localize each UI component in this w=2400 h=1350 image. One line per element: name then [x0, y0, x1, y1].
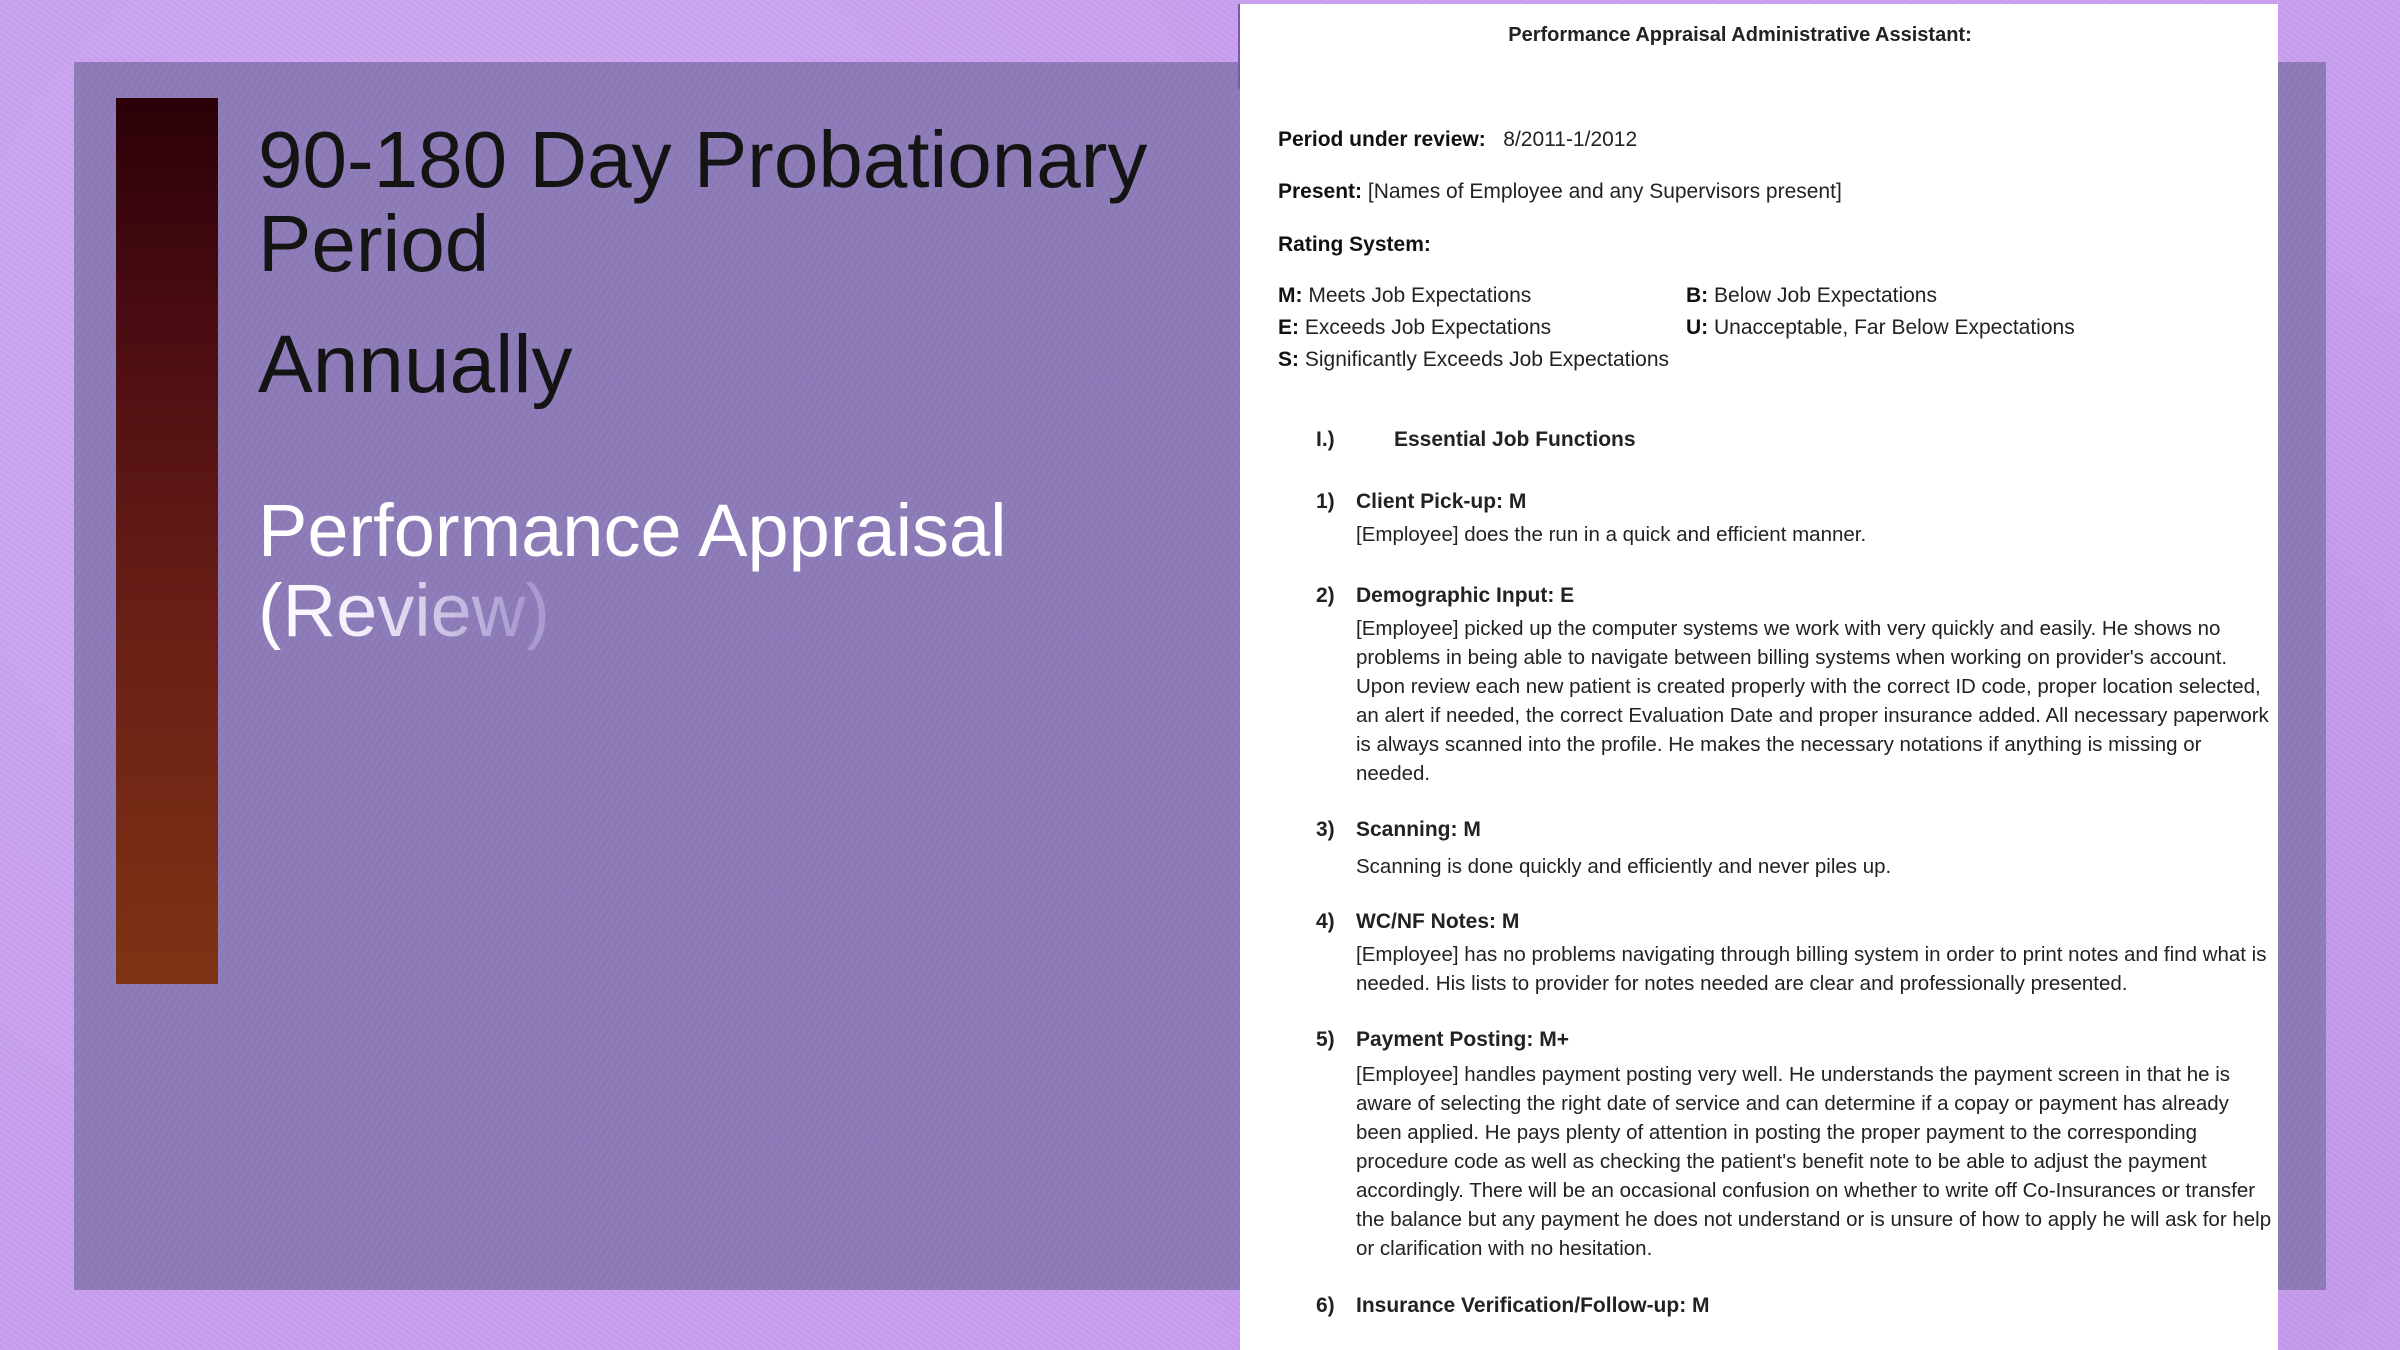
item-body: [Employee] does the run in a quick and efficient manner.	[1356, 523, 1867, 546]
slide-heading-line2: (Review)	[258, 569, 550, 652]
slide-heading-line1: Performance Appraisal	[258, 489, 1007, 572]
item-title: Insurance Verification/Follow-up: M	[1356, 1294, 1710, 1317]
period-row	[1278, 128, 1637, 152]
rating-e: E: Exceeds Job Expectations	[1278, 316, 1552, 339]
item-number: 6)	[1316, 1294, 1335, 1317]
item-title: Payment Posting: M+	[1356, 1028, 1569, 1051]
rating-m: M: Meets Job Expectations	[1278, 284, 1532, 307]
item-title: Demographic Input: E	[1356, 584, 1575, 607]
slide-title: 90-180 Day Probationary Period	[258, 115, 1148, 288]
rating-system-label: Rating System:	[1278, 233, 1431, 256]
period-label: Period under review:	[1278, 128, 1486, 151]
item-number: 1)	[1316, 490, 1335, 513]
slide-subtitle: Annually	[258, 319, 573, 410]
item-number: 5)	[1316, 1028, 1335, 1051]
period-value: 8/2011-1/2012	[1503, 128, 1638, 151]
item-body: Scanning is done quickly and efficiently and never piles up.	[1356, 855, 1892, 878]
rating-b: B: Below Job Expectations	[1686, 284, 1937, 307]
appraisal-document	[1240, 4, 2278, 1350]
accent-bar	[116, 98, 218, 984]
item-number: 4)	[1316, 910, 1335, 933]
section-title: Essential Job Functions	[1394, 428, 1636, 451]
item-number: 2)	[1316, 584, 1335, 607]
item-body: [Employee] picked up the computer systems we work with very quickly and easily. He shows no problems in being able to navigate between billing systems when working on provider's account. Upon review each new patient is created properly with the correct ID code, proper location selected, an alert if needed, the correct Evaluation Date and proper insurance added. All necessary paperwork is always scanned into the profile. He makes the necessary notations if anything is missing or needed.	[1356, 617, 2269, 785]
item-body: [Employee] has no problems navigating through billing system in order to print notes and find what is needed. His lists to provider for notes needed are clear and professionally presented.	[1356, 943, 2267, 995]
present-row	[1278, 180, 1842, 204]
item-body: [Employee] handles payment posting very well. He understands the payment screen in that he is aware of selecting the right date of service and can determine if a copay or payment has already been applied. He pays plenty of attention in posting the proper payment to the corresponding procedure code as well as checking the patient's benefit note to be able to adjust the payment accordingly. There will be an occasional confusion on whether to write off Co-Insurances or transfer the balance but any payment he does not understand or is unsure of how to apply he will ask for help or clarification with no hesitation.	[1356, 1063, 2272, 1260]
rating-s: S: Significantly Exceeds Job Expectations	[1278, 348, 1670, 371]
item-title: WC/NF Notes: M	[1356, 910, 1520, 933]
document-title: Performance Appraisal Administrative Assistant:	[1508, 24, 1972, 46]
item-number: 3)	[1316, 818, 1335, 841]
present-label: Present:	[1278, 180, 1363, 203]
section-number: I.)	[1316, 428, 1335, 451]
rating-u: U: Unacceptable, Far Below Expectations	[1686, 316, 2075, 339]
item-title: Client Pick-up: M	[1356, 490, 1527, 513]
present-value: [Names of Employee and any Supervisors present]	[1367, 180, 1842, 203]
item-title: Scanning: M	[1356, 818, 1481, 841]
